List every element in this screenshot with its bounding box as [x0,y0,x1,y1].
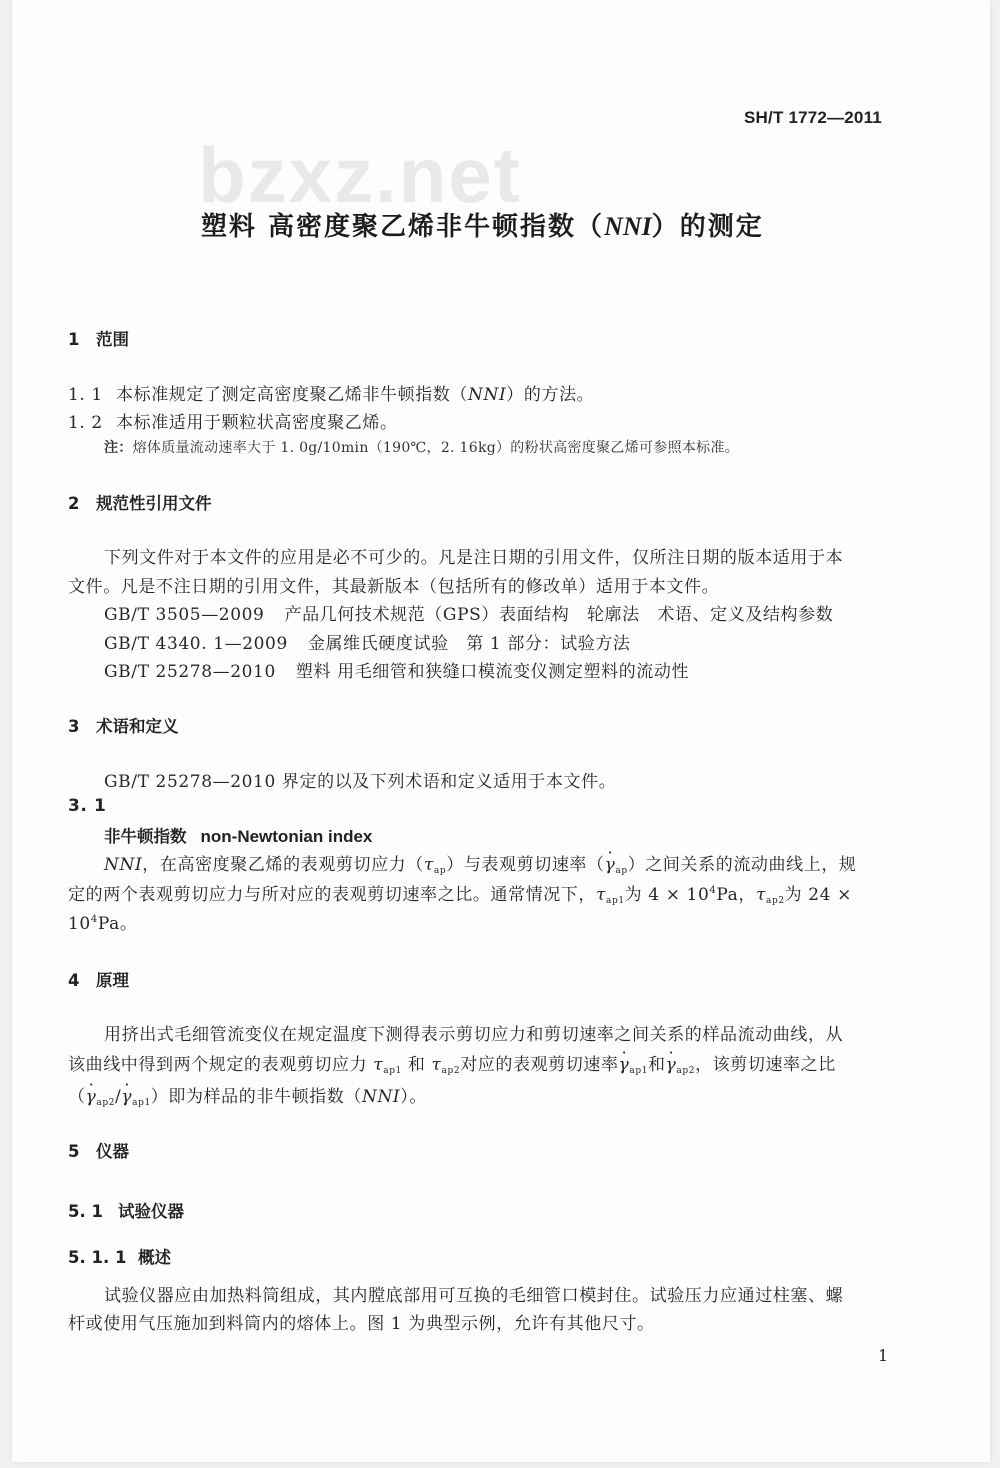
apparatus-line-2: 杆或使用气压施加到料筒内的熔体上。图 1 为典型示例，允许有其他尺寸。 [68,1314,655,1334]
term-definition-line-3: $10^4Pa$。 [68,914,138,934]
section-5-1-1-heading: 5. 1. 1 概述 [68,1248,171,1267]
clause-1-2: 1. 2 本标准适用于颗粒状高密度聚乙烯。 [68,413,398,433]
refs-intro-line-2: 文件。凡是不注日期的引用文件，其最新版本（包括所有的修改单）适用于本文件。 [68,577,720,597]
standard-code: SH/T 1772—2011 [744,108,882,127]
section-2-heading: 2 规范性引用文件 [68,494,212,513]
term-name: 非牛顿指数 non-Newtonian index [104,827,373,846]
term-definition-line-1: NNI，在高密度聚乙烯的表观剪切应力$(\tau_{ap})$与表观剪切速率（· $\gamma_{ap}$）之间关系的流动曲线上，规 [104,850,857,876]
principle-line-3: （· $\gamma_{ap2}/\cdot \gamma_{ap1}$）即为样品的非牛顿指数（NNI）。 [68,1082,427,1108]
principle-line-2: 该曲线中得到两个规定的表观剪切应力 $\tau_{ap1}$ 和 $\tau_{ap2}$对应的表观剪切速率· $\gamma_{ap1}$和· $\gamma_{ap2}$，该剪切速率之比 [68,1050,836,1076]
document-title: 塑料 高密度聚乙烯非牛顿指数（NNI）的测定 [201,212,764,242]
section-5-1-heading: 5. 1 试验仪器 [68,1202,184,1221]
principle-line-1: 用挤出式毛细管流变仪在规定温度下测得表示剪切应力和剪切速率之间关系的样品流动曲线，从 [104,1025,844,1045]
page-number: 1 [878,1346,889,1365]
section-5-heading: 5 仪器 [68,1142,129,1161]
section-3-heading: 3 术语和定义 [68,717,179,736]
terms-intro: GB/T 25278—2010 界定的以及下列术语和定义适用于本文件。 [104,772,617,792]
term-number: 3. 1 [68,796,107,816]
ref-item: GB/T 4340. 1—2009 金属维氏硬度试验 第 1 部分：试验方法 [104,634,631,654]
note-1-2: 注：熔体质量流动速率大于 1. 0g/10min（190℃，2. 16kg）的粉状高密度聚乙烯可参照本标准。 [104,440,740,456]
term-definition-line-2: 定的两个表观剪切应力与所对应的表观剪切速率之比。通常情况下，$\tau_{ap1}$为 $4 \times 10^4Pa$，$\tau_{ap2}$为 24 × [68,885,852,906]
apparatus-line-1: 试验仪器应由加热料筒组成，其内膛底部用可互换的毛细管口模封住。试验压力应通过柱塞、螺 [104,1286,844,1306]
refs-intro-line-1: 下列文件对于本文件的应用是必不可少的。凡是注日期的引用文件，仅所注日期的版本适用于本 [104,548,844,568]
section-4-heading: 4 原理 [68,971,129,990]
ref-item: GB/T 3505—2009 产品几何技术规范（GPS）表面结构 轮廓法 术语、定义及结构参数 [104,605,834,625]
ref-item: GB/T 25278—2010 塑料 用毛细管和狭缝口模流变仪测定塑料的流动性 [104,662,690,682]
watermark: bzxz.net [198,131,522,219]
clause-1-1: 1. 1 本标准规定了测定高密度聚乙烯非牛顿指数（NNI）的方法。 [68,385,595,405]
section-1-heading: 1 范围 [68,330,129,349]
